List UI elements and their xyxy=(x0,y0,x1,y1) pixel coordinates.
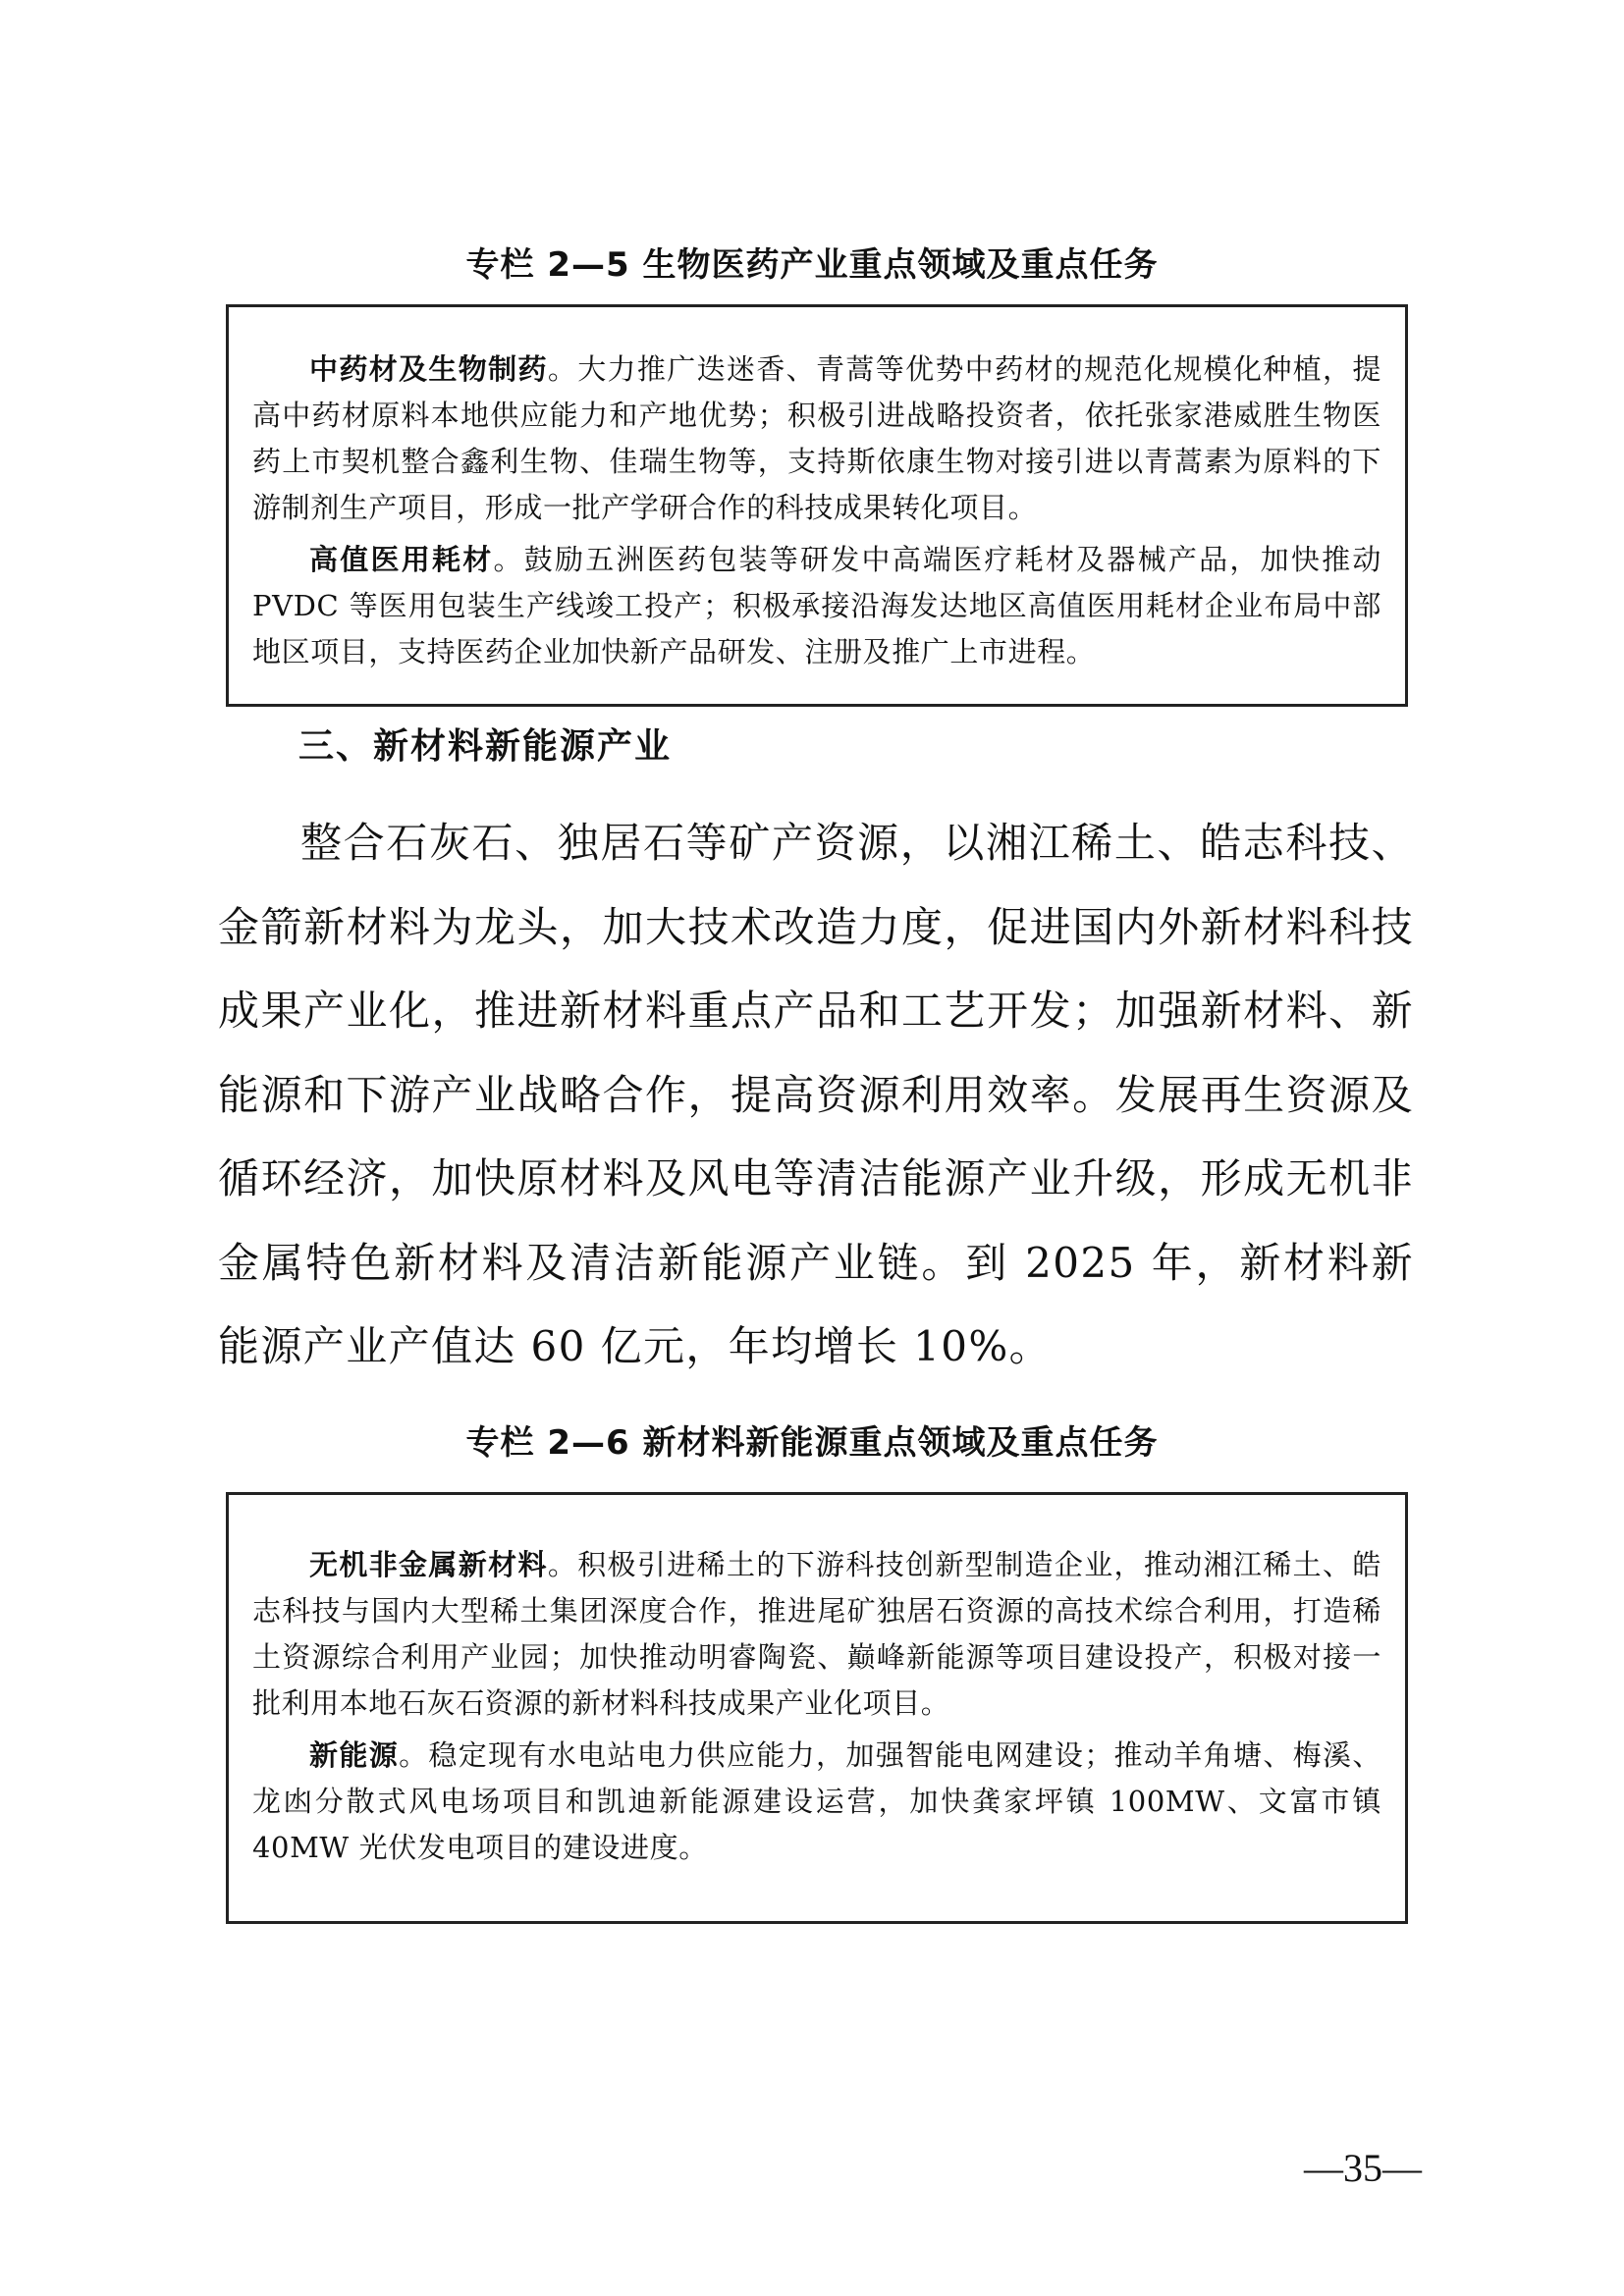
column-2-6-caption: 专栏 2—6 新材料新能源重点领域及重点任务 xyxy=(465,1423,1159,1463)
column-2-5-box xyxy=(226,304,1408,707)
column-item-medical-consumables xyxy=(252,537,1381,675)
column-item-title: 中药材及生物制药 xyxy=(309,352,548,386)
column-item-body: 。大力推广迭迷香、青蒿等优势中药材的规范化规模化种植，提高中药材原料本地供应能力和产地优势；积极引进战略投资者，依托张家港威胜生物医药上市契机整合鑫利生物、佳瑞生物等，支持斯依康生物对接引进以青蒿素为原料的下游制剂生产项目，形成一批产学研合作的科技成果转化项目。 xyxy=(252,352,1381,524)
column-item-title: 新能源 xyxy=(309,1738,400,1772)
section-heading: 三、新材料新能源产业 xyxy=(298,726,673,767)
column-item-title: 高值医用耗材 xyxy=(309,543,494,576)
column-item-body: 。积极引进稀土的下游科技创新型制造企业，推动湘江稀土、皓志科技与国内大型稀土集团深度合作，推进尾矿独居石资源的高技术综合利用，打造稀土资源综合利用产业园；加快推动明睿陶瓷、巅峰新能源等项目建设投产，积极对接一批利用本地石灰石资源的新材料科技成果产业化项目。 xyxy=(252,1548,1381,1720)
column-item-body: 。稳定现有水电站电力供应能力，加强智能电网建设；推动羊角塘、梅溪、龙凼分散式风电场项目和凯迪新能源建设运营，加快龚家坪镇 100MW、文富市镇 40MW 光伏发电项目的建设进度。 xyxy=(252,1738,1381,1864)
column-2-5-caption: 专栏 2—5 生物医药产业重点领域及重点任务 xyxy=(465,245,1159,285)
page-number: —35— xyxy=(1304,2146,1422,2190)
column-item-body: 。鼓励五洲医药包装等研发中高端医疗耗材及器械产品，加快推动 PVDC 等医用包装生产线竣工投产；积极承接沿海发达地区高值医用耗材企业布局中部地区项目，支持医药企业加快新产品研发、注册及推广上市进程。 xyxy=(252,543,1381,668)
section-paragraph: 整合石灰石、独居石等矿产资源，以湘江稀土、皓志科技、金箭新材料为龙头，加大技术改造力度，促进国内外新材料科技成果产业化，推进新材料重点产品和工艺开发；加强新材料、新能源和下游产业战略合作，提高资源利用效率。发展再生资源及循环经济，加快原材料及风电等清洁能源产业升级，形成无机非金属特色新材料及清洁新能源产业链。到 2025 年，新材料新能源产业产值达 60 亿元，年均增长 10%。 xyxy=(218,819,1414,1370)
column-item-title: 无机非金属新材料 xyxy=(309,1548,548,1581)
column-item-tcm-biopharma xyxy=(252,347,1381,531)
column-item-new-energy xyxy=(252,1733,1381,1871)
column-item-inorganic-materials xyxy=(252,1542,1381,1727)
column-2-6-box xyxy=(226,1492,1408,1924)
